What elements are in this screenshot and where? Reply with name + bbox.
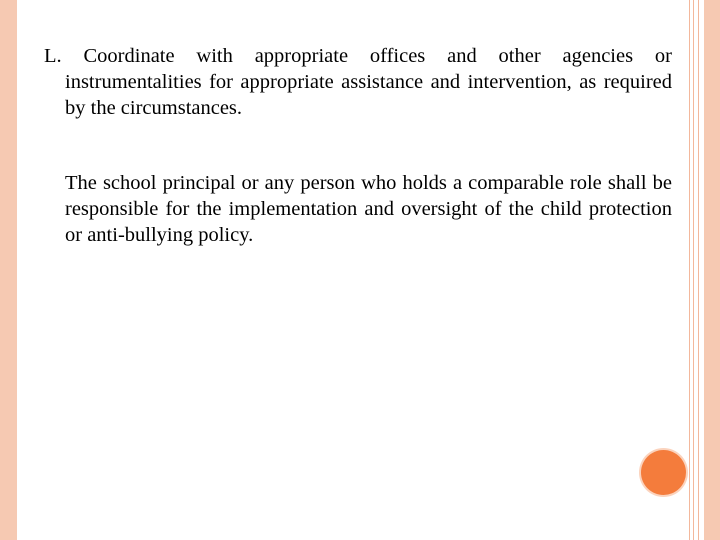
list-item-letter: L. [44, 45, 62, 67]
right-frame-line [698, 0, 699, 540]
right-frame-line [689, 0, 690, 540]
right-frame-line [693, 0, 694, 540]
right-frame-border [704, 0, 720, 540]
left-frame-border [0, 0, 17, 540]
body-paragraph: The school principal or any person who holds a comparable role shall be responsible for the implementation and oversight of the child protection or anti-bullying policy. [65, 172, 672, 246]
list-item-l [44, 43, 672, 121]
decorative-circle [641, 450, 686, 495]
list-item-text: Coordinate with appropriate offices and other agencies or instrumentalities for appropriate assistance and intervention, as required by the circumstances. [65, 45, 672, 119]
slide-content [44, 43, 672, 248]
